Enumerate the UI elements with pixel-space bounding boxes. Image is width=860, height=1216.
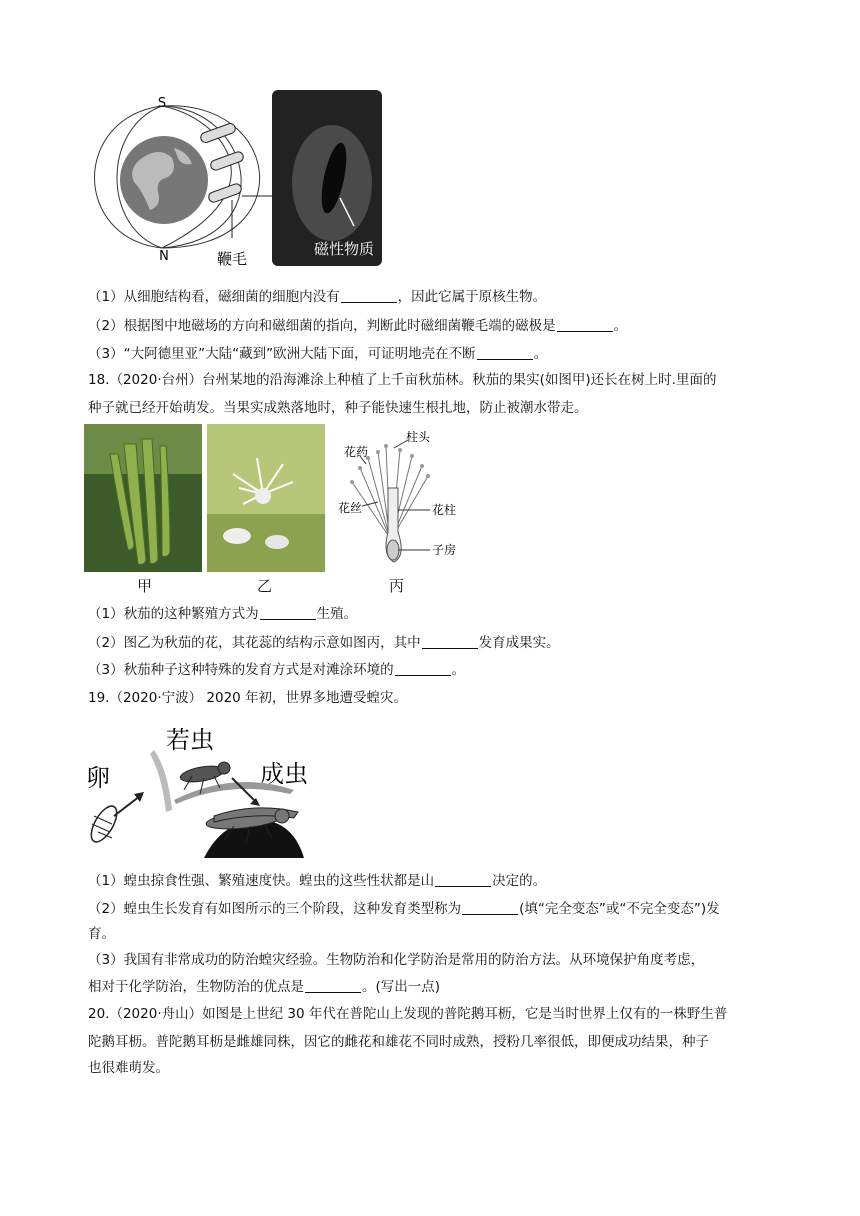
q19-part-2: （2）蝗虫生长发育有如图所示的三个阶段，这种发育类型称为 (填“完全变态”或“不完全变态”)发 <box>88 901 720 917</box>
flower-photo-yi <box>207 424 325 572</box>
q19-stem: 19.（2020·宁波） 2020 年初，世界多地遭受蝗灾。 <box>88 690 408 706</box>
q18-stem-line-2: 种子就已经开始萌发。当果实成熟落地时，种子能快速生根扎地，防止被潮水带走。 <box>88 400 588 416</box>
anther-label: 花药 <box>344 445 369 459</box>
q20-line-1: 20.（2020·舟山）如图是上世纪 30 年代在普陀山上发现的普陀鹅耳枥，它是当时世界上仅有的一株野生普 <box>88 1006 728 1022</box>
pistil-diagram-bing <box>330 428 470 574</box>
caption-yi: 乙 <box>257 577 273 595</box>
q20-line-2: 陀鹅耳枥。普陀鹅耳枥是雌雄同株，因它的雌花和雄花不同时成熟，授粉几率很低，即便成功结果，种子 <box>88 1034 709 1050</box>
adult-label: 成虫 <box>260 760 308 788</box>
q19-part-2-cont: 育。 <box>88 926 115 942</box>
style-label: 花柱 <box>432 503 457 517</box>
q17-part-3: （3）“大阿德里亚”大陆“藏到”欧洲大陆下面，可证明地壳在不断 。 <box>88 346 548 362</box>
stigma-label: 柱头 <box>406 430 431 444</box>
fruit-photo-jia <box>84 424 202 572</box>
magnetic-field-figure <box>82 88 384 272</box>
north-pole-label: N <box>159 249 169 264</box>
q19-part-1: （1）蝗虫掠食性强、繁殖速度快。蝗虫的这些性状都是山 决定的。 <box>88 873 547 889</box>
caption-bing: 丙 <box>389 577 405 595</box>
caption-jia: 甲 <box>137 577 153 595</box>
q20-line-3: 也很难萌发。 <box>88 1060 169 1076</box>
magnetic-material-label: 磁性物质 <box>313 240 375 258</box>
q17-part-1: （1）从细胞结构看，磁细菌的细胞内没有 ，因此它属于原核生物。 <box>88 289 547 305</box>
flagellum-label: 鞭毛 <box>216 250 248 268</box>
south-pole-label: S <box>157 96 167 111</box>
q18-stem-line-1: 18.（2020·台州）台州某地的沿海滩涂上种植了上千亩秋茄林。秋茄的果实(如图甲)还长在树上时.里面的 <box>88 372 717 388</box>
q18-part-2: （2）图乙为秋茄的花，其花蕊的结构示意如图丙，其中 发育成果实。 <box>88 635 560 651</box>
q17-part-2: （2）根据图中地磁场的方向和磁细菌的指向，判断此时磁细菌鞭毛端的磁极是 。 <box>88 318 628 334</box>
q18-part-1: （1）秋茄的这种繁殖方式为 生殖。 <box>88 606 358 622</box>
egg-label: 卵 <box>86 764 110 792</box>
q19-part-3-line-2: 相对于化学防治，生物防治的优点是 。(写出一点) <box>88 979 441 995</box>
q19-part-3-line-1: （3）我国有非常成功的防治蝗灾经验。生物防治和化学防治是常用的防治方法。从环境保护角度考虑， <box>88 952 705 968</box>
q18-part-3: （3）秋茄种子这种特殊的发育方式是对滩涂环境的 。 <box>88 662 466 678</box>
ovary-label: 子房 <box>432 543 457 557</box>
filament-label: 花丝 <box>338 501 363 515</box>
locust-lifecycle-figure <box>84 720 324 858</box>
nymph-label: 若虫 <box>166 726 214 754</box>
